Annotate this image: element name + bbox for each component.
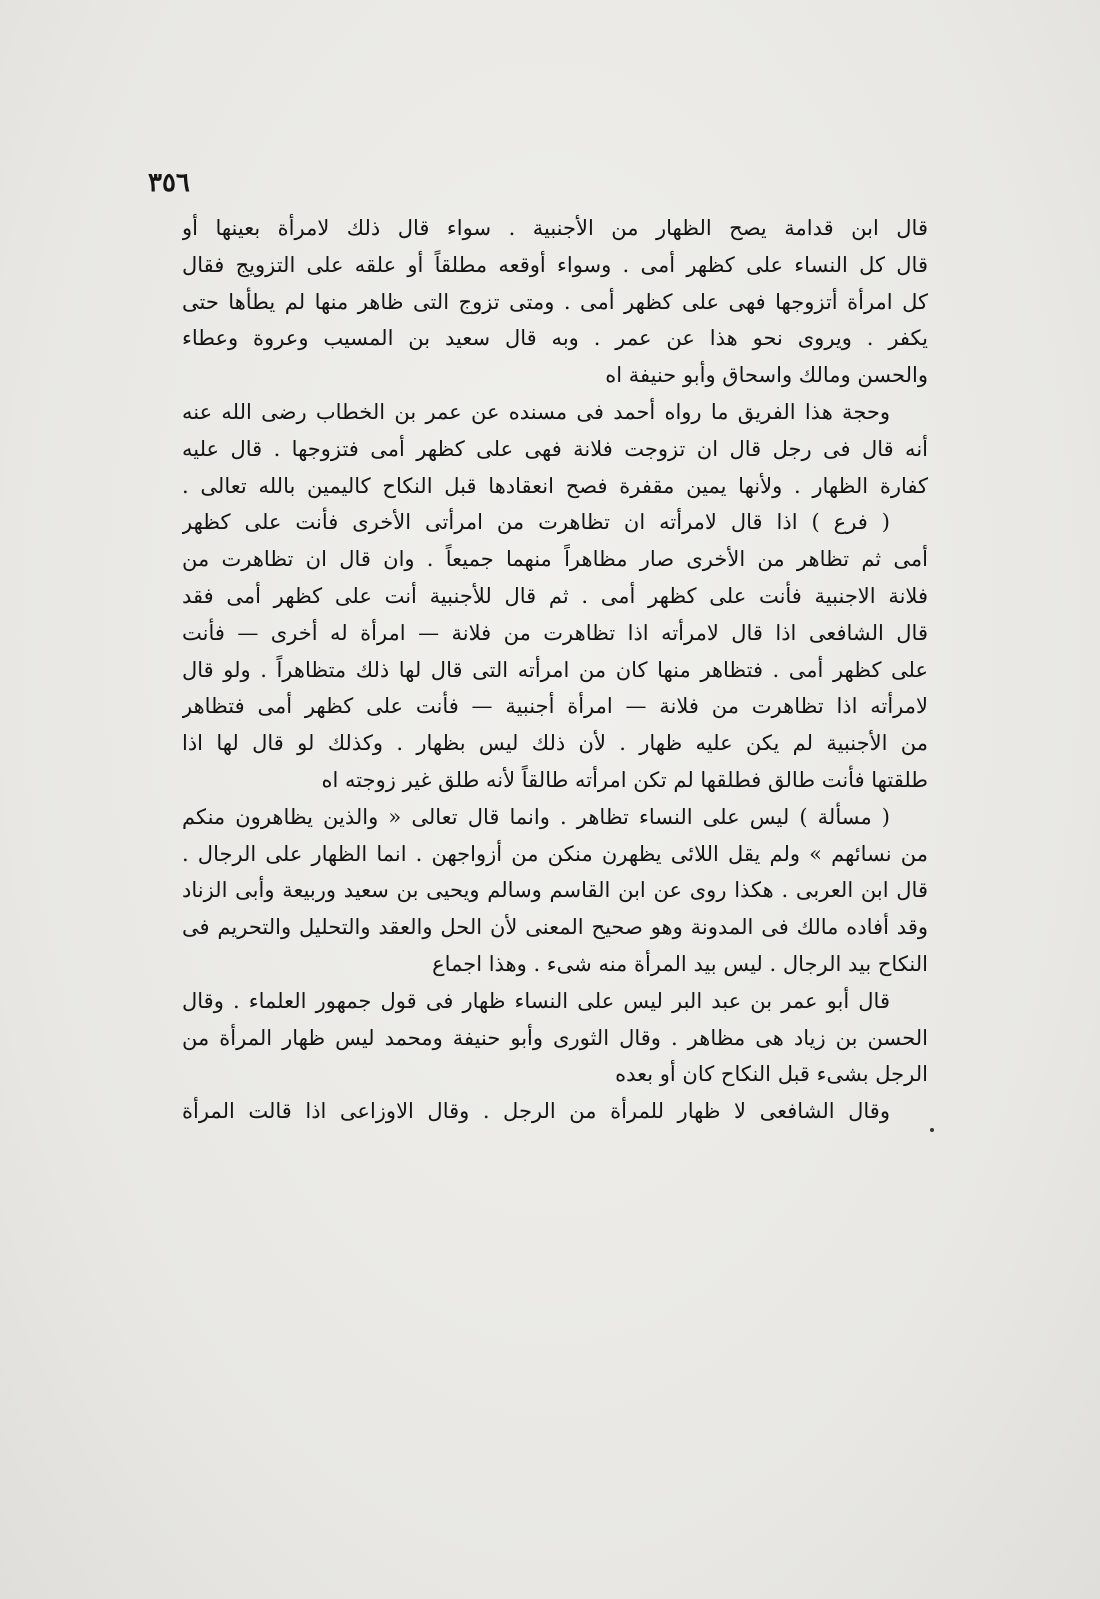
text-line: ( مسألة ) ليس على النساء تظاهر . وانما قال تعالى « والذين يظاهرون منكم xyxy=(182,804,890,829)
page-number: ٣٥٦ xyxy=(148,168,190,198)
text-line: قال كل النساء على كظهر أمى . وسواء أوقعه مطلقاً أو علقه على التزويج فقال xyxy=(182,252,928,277)
text-line: قال ابن قدامة يصح الظهار من الأجنبية . سواء قال ذلك لامرأة بعينها أو xyxy=(182,216,928,240)
text-line: الرجل بشىء قبل النكاح كان أو بعده xyxy=(615,1062,928,1087)
text-line: وحجة هذا الفريق ما رواه أحمد فى مسنده عن عمر بن الخطاب رضى الله عنه xyxy=(182,399,890,424)
text-line: طلقتها فأنت طالق فطلقها لم تكن امرأته طالقاً لأنه طلق غير زوجته اه xyxy=(321,767,928,792)
text-line: من الأجنبية لم يكن عليه ظهار . لأن ذلك ليس بظهار . وكذلك لو قال لها اذا xyxy=(182,731,928,756)
text-line: قال الشافعى اذا قال لامرأته اذا تظاهرت من فلانة — امرأة له أخرى — فأنت xyxy=(182,620,928,645)
text-line: النكاح بيد الرجال . ليس بيد المرأة منه شىء . وهذا اجماع xyxy=(432,951,928,976)
text-line: أنه قال فى رجل قال ان تزوجت فلانة فهى على كظهر أمى فتزوجها . قال عليه xyxy=(182,436,928,461)
text-line: من نسائهم » ولم يقل اللائى يظهرن منكن من أزواجهن . انما الظهار على الرجال . xyxy=(182,841,928,866)
body-text xyxy=(182,210,928,1130)
margin-mark xyxy=(930,1128,934,1132)
text-line: فلانة الاجنبية فأنت على كظهر أمى . ثم قال للأجنبية أنت على كظهر أمى فقد xyxy=(182,583,928,608)
text-line: يكفر . ويروى نحو هذا عن عمر . وبه قال سعيد بن المسيب وعروة وعطاء xyxy=(182,326,928,351)
text-line: على كظهر أمى . فتظاهر منها كان من امرأته التى قال لها ذلك متظاهراً . ولو قال xyxy=(182,657,928,682)
text-line: لامرأته اذا تظاهرت من فلانة — امرأة أجنبية — فأنت على كظهر أمى فتظاهر xyxy=(182,694,928,719)
text-line: والحسن ومالك واسحاق وأبو حنيفة اه xyxy=(605,363,928,388)
text-line: كل امرأة أتزوجها فهى على كظهر أمى . ومتى تزوج التى ظاهر منها لم يطأها حتى xyxy=(182,289,928,314)
text-line: كفارة الظهار . ولأنها يمين مقفرة فصح انعقادها قبل النكاح كاليمين بالله تعالى . xyxy=(182,473,928,498)
text-line: أمى ثم تظاهر من الأخرى صار مظاهراً منهما جميعاً . وان قال ان تظاهرت من xyxy=(182,547,928,572)
text-line: قال أبو عمر بن عبد البر ليس على النساء ظهار فى قول جمهور العلماء . وقال xyxy=(182,988,890,1013)
text-line: قال ابن العربى . هكذا روى عن ابن القاسم وسالم ويحيى بن سعيد وربيعة وأبى الزناد xyxy=(182,878,928,903)
text-line: وقال الشافعى لا ظهار للمرأة من الرجل . وقال الاوزاعى اذا قالت المرأة xyxy=(182,1099,890,1124)
text-line: الحسن بن زياد هى مظاهر . وقال الثورى وأبو حنيفة ومحمد ليس ظهار المرأة من xyxy=(182,1025,928,1050)
text-line: ( فرع ) اذا قال لامرأته ان تظاهرت من امرأتى الأخرى فأنت على كظهر xyxy=(182,510,890,535)
text-line: وقد أفاده مالك فى المدونة وهو صحيح المعنى لأن الحل والعقد والتحليل والتحريم فى xyxy=(182,915,928,940)
